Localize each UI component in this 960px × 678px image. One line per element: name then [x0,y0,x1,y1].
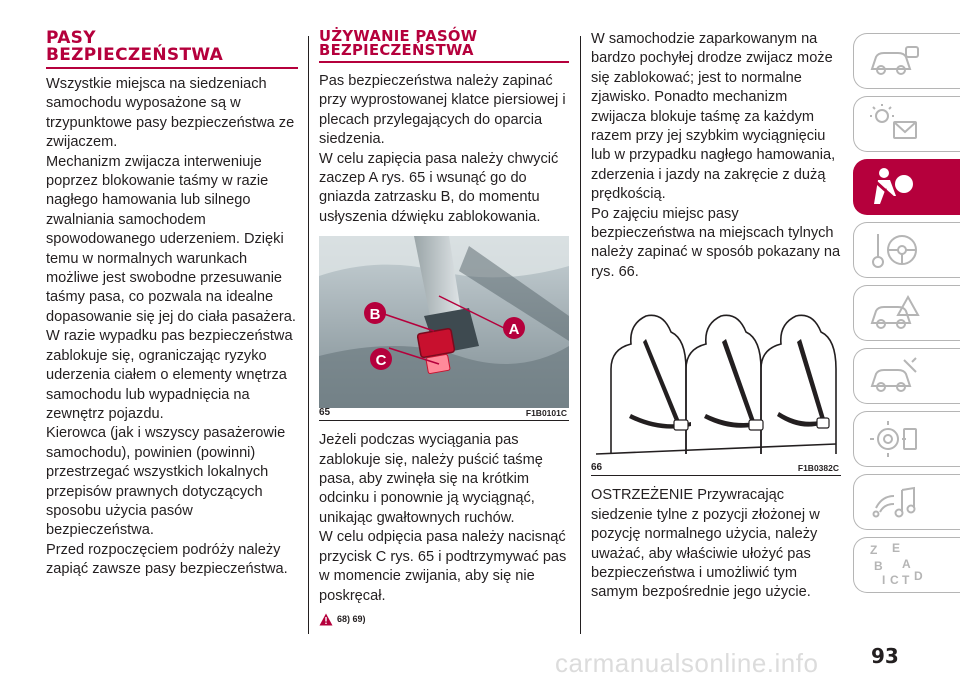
paragraph: Jeżeli podczas wyciągania pas zablokuje się, należy puścić taśmę pasa, aby zwinęła się na krótkim odcinku i ponownie ją wyciągnąć, unikając gwałtownych ruchów. [319,432,543,526]
section-title-using-seatbelts [319,30,569,58]
column-divider [308,36,309,634]
technical-data-icon [868,419,920,459]
paragraph: Po zajęciu miejsc pasy bezpieczeństwa na miejscach tylnych należy zapinać w sposób pokazany na rys. 66. [591,205,841,280]
svg-text:Z: Z [870,543,878,557]
paragraph: W celu odpięcia pasa należy nacisnąć przycisk C rys. 65 i podtrzymywać pas w momencie zwijania, aby się nie poskręcał. [319,529,567,604]
paragraph: Przed rozpoczęciem podróży należy zapiąć zawsze pasy bezpieczeństwa. [46,541,288,578]
tab-roadside-emergency[interactable] [853,285,960,341]
paragraph: Pas bezpieczeństwa należy zapinać przy wyprostowanej klatce piersiowej i plecach przylegających do oparcia siedzenia. [319,73,566,148]
tab-multimedia[interactable] [853,474,960,530]
figure-66 [591,294,841,476]
svg-text:D: D [914,569,923,583]
paragraph: Kierowca (jak i wszyscy pasażerowie samochodu), powinien (powinni) przestrzegać wszystkich lokalnych przepisów prawnych dotyczących sposobu użycia pasów bezpieczeństwa. [46,425,286,539]
alphabetical-index-icon [868,542,928,588]
tab-seatbelt-airbag[interactable] [853,159,960,215]
warning-reference [319,610,569,629]
chapter-sidebar [853,33,960,600]
maintenance-icon [868,356,920,396]
seatbelt-airbag-icon [868,166,920,208]
column-3 [591,30,841,603]
paragraph: W samochodzie zaparkowanym na bardzo pochyłej drodze zwijacz może się zablokować; jest to normalne zjawisko. Ponadto mechanizm zwijacza blokuje taśmę za każdym razem przy jej szybkim wyciągnięciu lub w przypadku nagłego hamowania, zderzenia i jazdy na zakręcie z dużą prędkością. [591,31,836,203]
rear-seats-illustration [591,294,841,462]
paragraph: Wszystkie miejsca na siedzeniach samochodu wyposażone są w trzypunktowe pasy bezpieczeństwa ze zwijaczem. [46,76,295,151]
buckle-illustration [319,236,569,408]
column-2 [319,30,569,629]
warning-lights-icon [868,104,920,144]
section-title-seatbelts [46,30,298,64]
section-title-line-2: BEZPIECZEŃSTWA [46,45,224,65]
tab-maintenance[interactable] [853,348,960,404]
section-title-line-1: UŻYWANIE PASÓW [319,28,478,45]
paragraph: W razie wypadku pas bezpieczeństwa zablokuje się, ograniczając ryzyko uderzenia ciałem o elementy wnętrza samochodu lub wypadnięcia na zewnętrz pojazdu. [46,328,293,422]
column-1 [46,30,298,580]
figure-label-a: A [508,321,520,339]
figure-number: 65 [319,407,331,419]
warning-icon [319,613,333,626]
section-title-line-2: BEZPIECZEŃSTWA [319,42,474,59]
paragraph: W celu zapięcia pasa należy chwycić zaczep A rys. 65 i wsunąć go do gniazda zatrzasku B, do momentu usłyszenia dźwięku zablokowania. [319,150,559,225]
svg-text:T: T [902,573,910,587]
svg-text:A: A [902,557,911,571]
tab-car-dashboard[interactable] [853,33,960,89]
svg-text:C: C [890,573,899,587]
car-dashboard-icon [868,43,920,79]
warning-refs: 68) 69) [337,613,366,624]
figure-label-c: C [375,352,387,370]
column-divider [580,36,581,634]
figure-65 [319,236,569,421]
figure-code: F1B0382C [797,463,839,474]
key-steering-icon [868,230,920,270]
svg-text:B: B [874,559,883,573]
tab-alphabetical-index[interactable] [853,537,960,593]
page-number: 93 [871,644,899,668]
tab-warning-lights[interactable] [853,96,960,152]
svg-text:E: E [892,542,901,555]
svg-text:I: I [882,573,886,587]
title-divider [319,61,569,63]
paragraph: OSTRZEŻENIE Przywracając siedzenie tylne z pozycji złożonej w pozycję normalnego użycia, należy uważać, aby właściwie ułożyć pas bezpieczeństwa i umożliwić tym samym bezpośrednie jego użycie. [591,487,820,601]
figure-number: 66 [591,462,603,474]
figure-label-b: B [369,306,381,324]
multimedia-icon [868,482,920,522]
roadside-emergency-icon [868,293,920,333]
section-title-line-1: PASY [46,28,96,48]
watermark: carmanualsonline.info [555,648,819,678]
paragraph: Mechanizm zwijacza interweniuje poprzez blokowanie taśmy w razie nagłego hamowania lub silnego zwalniania samochodem spowodowanego uderzeniem. Dzięki temu w normalnych warunkach możliwe jest swobodne przesuwanie taśmy pasa, co pozwala na idealne dopasowanie się jej do ciała pasażera. [46,153,296,325]
title-divider [46,67,298,69]
tab-technical-data[interactable] [853,411,960,467]
tab-key-steering[interactable] [853,222,960,278]
figure-code: F1B0101C [525,408,567,419]
